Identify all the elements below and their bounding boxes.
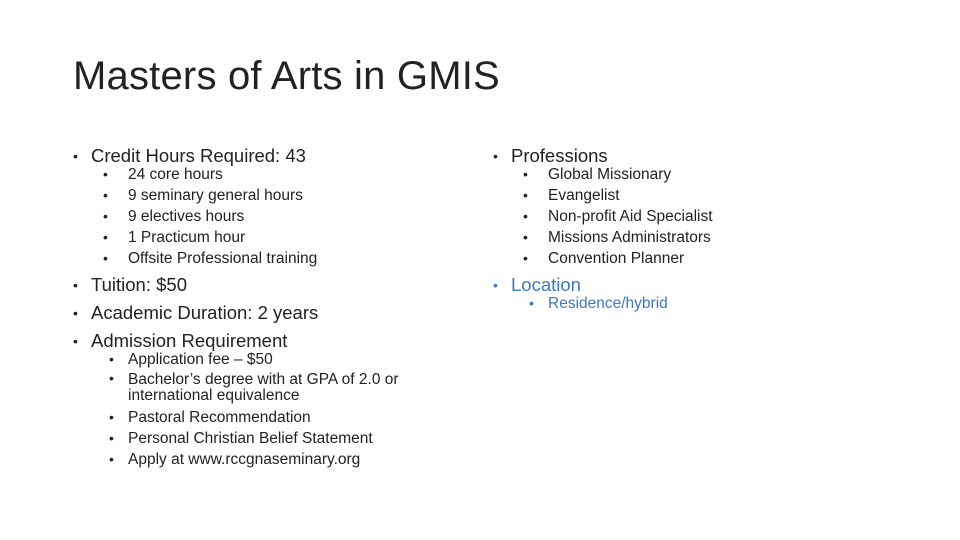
bullet-icon: • — [73, 277, 78, 293]
bullet-icon: • — [73, 333, 78, 349]
tuition-text: Tuition: $50 — [91, 274, 187, 295]
list-item: • Offsite Professional training — [103, 250, 318, 267]
bullet-icon: • — [523, 166, 528, 182]
bullet-icon: • — [523, 208, 528, 224]
professions-list — [493, 164, 913, 269]
credit-hours-list — [73, 164, 473, 269]
list-item: • 1 Practicum hour — [103, 229, 246, 246]
bullet-icon: • — [109, 351, 114, 367]
tuition-item — [73, 271, 473, 299]
professions-text: Professions — [511, 145, 608, 166]
list-item: • Evangelist — [523, 187, 620, 204]
list-item: • Application fee – $50 — [109, 351, 273, 368]
left-column — [73, 142, 473, 472]
bullet-icon: • — [529, 295, 534, 311]
bullet-icon: • — [73, 305, 78, 321]
list-item: • Global Missionary — [523, 166, 672, 183]
bullet-icon: • — [73, 148, 78, 164]
duration-text: Academic Duration: 2 years — [91, 302, 319, 323]
location-text: Location — [511, 274, 581, 295]
location-list — [493, 293, 913, 314]
list-item: • Residence/hybrid — [529, 295, 668, 312]
list-item: • Apply at www.rccgnaseminary.org — [109, 451, 361, 468]
credit-hours-text: Credit Hours Required: 43 — [91, 145, 306, 166]
list-item: • Non-profit Aid Specialist — [523, 208, 713, 225]
right-column — [493, 142, 913, 316]
admission-list — [73, 349, 473, 470]
bullet-icon: • — [493, 148, 498, 164]
bullet-icon: • — [103, 250, 108, 266]
list-item: • Personal Christian Belief Statement — [109, 430, 373, 447]
bullet-icon: • — [523, 250, 528, 266]
bullet-icon: • — [109, 430, 114, 446]
list-item: • Convention Planner — [523, 250, 685, 267]
list-item: • 24 core hours — [103, 166, 223, 183]
bullet-icon: • — [103, 229, 108, 245]
bullet-icon: • — [103, 187, 108, 203]
bullet-icon: • — [109, 409, 114, 425]
bullet-icon: • — [523, 229, 528, 245]
bullet-icon: • — [109, 370, 114, 386]
list-item: • Pastoral Recommendation — [109, 409, 311, 426]
list-item: • Bachelor’s degree with at GPA of 2.0 or international equivalence — [109, 370, 399, 404]
admission-text: Admission Requirement — [91, 330, 288, 351]
slide-title: Masters of Arts in GMIS — [73, 54, 500, 98]
list-item: • 9 seminary general hours — [103, 187, 303, 204]
bullet-icon: • — [103, 208, 108, 224]
bullet-icon: • — [103, 166, 108, 182]
duration-item — [73, 299, 473, 327]
bullet-icon: • — [109, 451, 114, 467]
list-item: • Missions Administrators — [523, 229, 711, 246]
bullet-icon: • — [523, 187, 528, 203]
bullet-icon: • — [493, 277, 498, 293]
list-item: • 9 electives hours — [103, 208, 245, 225]
